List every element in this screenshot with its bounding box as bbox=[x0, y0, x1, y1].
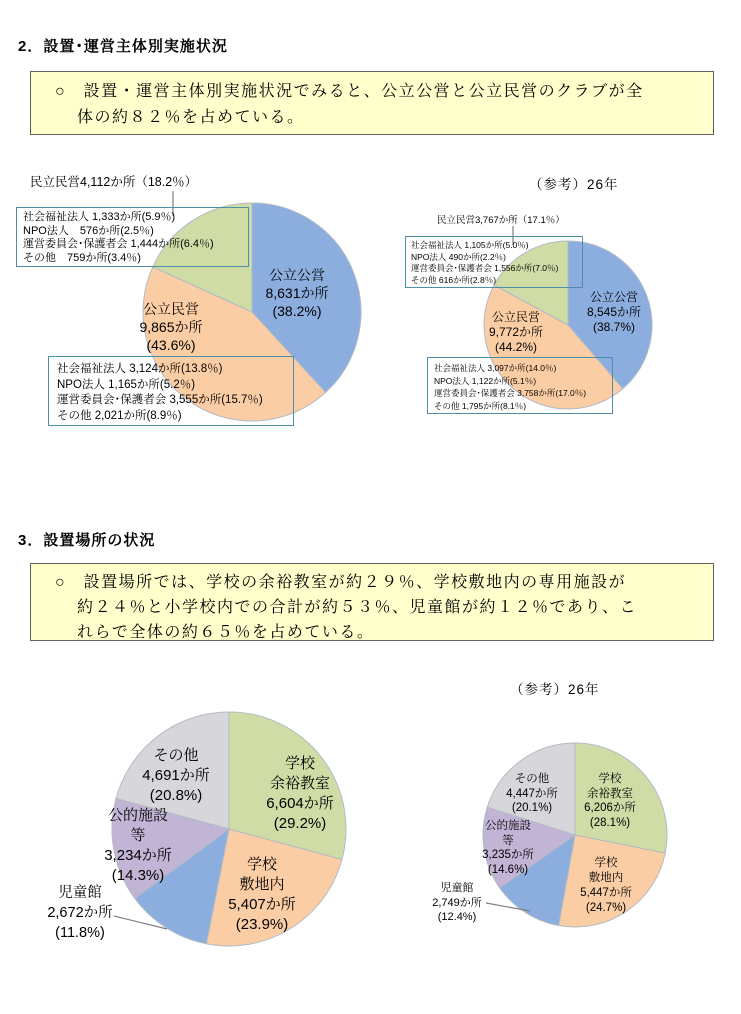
breakdown-line: 社会福祉法人 1,105か所(5.0％) bbox=[411, 240, 529, 250]
breakdown-line: NPO法人 490か所(2.2％) bbox=[411, 251, 506, 262]
label-line: 児童館 bbox=[58, 885, 102, 901]
label-line: (43.6%) bbox=[146, 337, 196, 353]
label-line: 児童館 bbox=[440, 882, 474, 894]
label-line: 公立民営 bbox=[143, 301, 199, 317]
section2-title: 2．設置･運営主体別実施状況 bbox=[18, 38, 228, 55]
label-line: 等 bbox=[502, 834, 514, 847]
label-line: (20.1%) bbox=[511, 802, 553, 814]
label-line: その他 bbox=[514, 773, 550, 785]
label-line: (44.2%) bbox=[494, 340, 538, 354]
pie1-label-kouritsu-minei bbox=[124, 300, 218, 354]
pie4-label-sonota bbox=[491, 772, 573, 816]
label-line: 等 bbox=[130, 827, 146, 844]
section3-title: 3．設置場所の状況 bbox=[18, 532, 156, 549]
label-line: (29.2%) bbox=[273, 815, 327, 832]
label-line: 敷地内 bbox=[588, 872, 624, 884]
label-line: (23.9%) bbox=[235, 916, 289, 933]
label-line: 3,235か所 bbox=[482, 849, 534, 861]
label-line: 8,545か所 bbox=[586, 305, 642, 319]
summary-line: 体の約８２％を占めている。 bbox=[77, 109, 305, 126]
section3-summary-box bbox=[30, 563, 714, 641]
label-line: 学校 bbox=[284, 755, 315, 772]
label-line: 8,631か所 bbox=[265, 285, 329, 301]
label-line: 4,691か所 bbox=[142, 767, 210, 784]
label-line: その他 bbox=[153, 747, 199, 764]
pie3-label-shikichinai bbox=[216, 855, 308, 935]
label-line: (14.3%) bbox=[111, 867, 165, 884]
pie3-label-sonota bbox=[130, 746, 222, 806]
label-line: 学校 bbox=[246, 856, 277, 873]
pie2-label-minritsu-minei: 民立民営3,767か所（17.1％） bbox=[437, 215, 565, 226]
label-line: 公的施設 bbox=[107, 807, 168, 824]
label-line: 5,447か所 bbox=[580, 887, 632, 899]
pie3-label-kouteki-shisetsu bbox=[92, 806, 184, 886]
breakdown-line: NPO法人 1,165か所(5.2％) bbox=[57, 378, 196, 391]
pie3-label-yoyuu-kyoushitsu bbox=[254, 754, 346, 834]
breakdown-line: 社会福祉法人 3,097か所(14.0％) bbox=[434, 363, 557, 373]
label-line: 余裕教室 bbox=[587, 787, 633, 800]
label-line: 2,672か所 bbox=[47, 905, 113, 921]
pie2-caption-reference-26: （参考）26年 bbox=[529, 177, 619, 192]
breakdown-line: NPO法人 1,122か所(5.1％) bbox=[434, 375, 537, 386]
breakdown-line: その他 2,021か所(8.9％) bbox=[57, 409, 182, 422]
label-line: 4,447か所 bbox=[506, 787, 558, 800]
label-line: 2,749か所 bbox=[432, 896, 482, 909]
label-line: 学校 bbox=[598, 773, 622, 785]
pie4-label-jidoukan bbox=[416, 881, 498, 925]
breakdown-line: 運営委員会･保護者会 3,555か所(15.7％) bbox=[57, 394, 263, 406]
section2-summary-box bbox=[30, 71, 714, 135]
pie1-label-kouritsu-kouei bbox=[250, 266, 344, 320]
label-line: 9,865か所 bbox=[139, 319, 203, 335]
label-line: 5,407か所 bbox=[228, 896, 296, 913]
label-line: 余裕教室 bbox=[269, 775, 330, 792]
label-line: 6,604か所 bbox=[266, 795, 334, 812]
label-line: (20.8%) bbox=[149, 787, 203, 804]
pie2-breakdown-box-minritsu bbox=[405, 236, 583, 288]
breakdown-line: 運営委員会･保護者会 1,444か所(6.4％) bbox=[23, 238, 214, 250]
label-line: 公的施設 bbox=[485, 820, 531, 832]
pie4-caption-reference-26: （参考）26年 bbox=[510, 682, 600, 697]
label-line: (11.8%) bbox=[55, 925, 105, 941]
pie2-label-kouritsu-minei bbox=[479, 310, 553, 355]
pie3-label-jidoukan bbox=[34, 883, 126, 943]
breakdown-line: その他 616か所(2.8％) bbox=[411, 274, 497, 285]
summary-line: ○ 設置場所では、学校の余裕教室が約２９％、学校敷地内の専用施設が bbox=[55, 574, 627, 591]
label-line: 公立民営 bbox=[491, 310, 540, 324]
pie1-breakdown-box-kouritsu-minei bbox=[48, 356, 294, 426]
pie4-label-shikichinai bbox=[565, 856, 647, 916]
label-line: (12.4%) bbox=[437, 911, 477, 923]
breakdown-line: 社会福祉法人 3,124か所(13.8％) bbox=[57, 363, 223, 375]
label-line: 敷地内 bbox=[239, 876, 285, 893]
pie1-label-minritsu-minei: 民立民営4,112か所（18.2％） bbox=[30, 175, 198, 189]
label-line: (28.1%) bbox=[589, 816, 631, 829]
breakdown-line: その他 759か所(3.4％) bbox=[23, 251, 141, 264]
label-line: 学校 bbox=[594, 857, 618, 869]
breakdown-line: 運営委員会･保護者会 1,556か所(7.0％) bbox=[411, 263, 559, 273]
label-line: 9,772か所 bbox=[488, 325, 544, 339]
pie1-breakdown-box-minritsu bbox=[16, 207, 249, 267]
label-line: 公立公営 bbox=[589, 290, 638, 304]
breakdown-line: NPO法人 576か所(2.5％) bbox=[23, 224, 154, 237]
label-line: 3,234か所 bbox=[104, 847, 172, 864]
pie2-label-kouritsu-kouei bbox=[577, 290, 651, 335]
breakdown-line: 運営委員会･保護者会 3,758か所(17.0％) bbox=[434, 388, 587, 398]
label-line: 公立公営 bbox=[269, 267, 325, 283]
label-line: (24.7%) bbox=[585, 902, 627, 914]
label-line: (38.2%) bbox=[272, 303, 322, 319]
label-line: 6,206か所 bbox=[584, 802, 636, 814]
breakdown-line: 社会福祉法人 1,333か所(5.9％) bbox=[23, 211, 176, 223]
pie4-label-kouteki-shisetsu bbox=[467, 819, 549, 877]
label-line: (14.6%) bbox=[487, 863, 529, 876]
pie2-breakdown-box-kouritsu-minei bbox=[427, 357, 613, 414]
summary-line: ○ 設置・運営主体別実施状況でみると、公立公営と公立民営のクラブが全 bbox=[55, 83, 644, 100]
summary-line: 約２４％と小学校内での合計が約５３％、児童館が約１２％であり、こ bbox=[77, 599, 638, 616]
label-line: (38.7%) bbox=[592, 320, 636, 334]
summary-line: れらで全体の約６５％を占めている。 bbox=[77, 624, 375, 641]
pie4-label-yoyuu-kyoushitsu bbox=[569, 772, 651, 830]
breakdown-line: その他 1,795か所(8.1％) bbox=[434, 400, 527, 411]
